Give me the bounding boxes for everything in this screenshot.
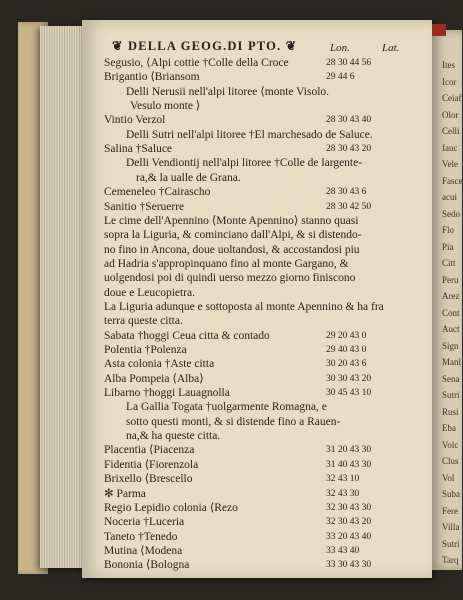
coordinate-values: 33 30 43 30 [326,560,372,571]
text-line: Asta colonia †Aste citta [104,358,215,371]
facing-page-fragment: Sutri [442,390,460,400]
text-line: La Liguria adunque e sottoposta al monte Apennino & ha fra [104,300,384,313]
text-line: Fidentia ⟨Fiorenzola [104,458,199,471]
text-line: doue e Leucopietra. [104,286,195,299]
text-line: Noceria †Luceria [104,516,185,529]
text-line: Regio Lepidio colonia ⟨Rezo [104,501,238,514]
coordinate-values: 32 43 10 [326,474,360,485]
facing-page-fragment: Olor [442,109,459,120]
text-line: Delli Nerusii nell'alpi litoree ⟨monte Visolo. [126,85,330,98]
text-line: Brigantio ⟨Briansom [104,71,200,84]
facing-page-fragment: Suba [442,489,460,499]
text-line: Mutina ⟨Modena [104,544,183,557]
text-line: Sabata †hoggi Ceua citta & contado [104,329,270,342]
coordinate-values: 30 30 43 20 [326,373,372,384]
facing-page-fragment: Ceiaf [442,93,462,103]
coordinate-values: 28 30 43 20 [326,144,372,155]
coordinate-values: 28 30 43 6 [326,187,367,198]
text-line: sotto questi monti, & si distende fino a Rauen- [126,415,341,428]
text-line: Salina †Saluce [104,143,173,156]
facing-page-fragment: Ites [442,60,455,70]
facing-page-fragment: Auct [442,324,460,334]
facing-page-fragment: Fasce [442,175,463,186]
facing-page-fragment: Manl [442,357,461,367]
coordinate-values: 32 30 43 20 [326,517,372,528]
facing-page-fragment: Icor [442,76,457,87]
facing-page-fragment: Cont [442,307,460,318]
facing-page-fragment: Sedo [442,208,460,219]
text-line: Placentia ⟨Piacenza [104,444,195,457]
text-line: ✻ Parma [104,487,146,500]
facing-page-fragment: Citt [442,258,456,268]
longitude-heading: Lon. [330,42,350,54]
facing-page-fragment: Eba [442,423,456,433]
text-line: Polentia †Polenza [104,344,187,356]
text-line: Delli Vendiontij nell'alpi litoree †Colle de largente- [126,157,363,170]
facing-page-fragment: acui [442,192,457,202]
coordinate-values: 32 43 30 [326,488,360,499]
text-line: Alba Pompeia ⟨Alba⟩ [104,372,204,385]
latitude-heading: Lat. [382,42,400,54]
facing-page-fragment: Flo [442,225,455,235]
text-line: Sanitio †Seruerre [104,200,185,213]
facing-page-fragment: Vele [442,159,458,169]
coordinate-values: 33 20 43 40 [326,531,372,542]
facing-page-fragment: Volc [442,439,459,450]
facing-page-fragment: Sena [442,373,460,384]
coordinate-values: 31 40 43 30 [326,459,372,470]
coordinate-values: 29 40 43 0 [326,345,367,355]
text-line: Le cime dell'Apennino ⟨Monte Apennino⟩ stanno quasi [104,214,359,227]
book-page [82,20,432,578]
text-line: La Gallia Togata †uolgarmente Romagna, e [126,401,327,414]
coordinate-values: 30 45 43 10 [326,388,372,399]
coordinate-values: 28 30 43 40 [326,115,372,126]
text-line: sopra la Liguria, & cominciano dall'Alpi, & si distendo- [104,229,362,242]
facing-page-fragment: Tarq [442,555,459,565]
facing-page-fragment: Clus [442,456,459,466]
text-line: Libarno †hoggi Lauagnolla [104,387,230,400]
text-line: ra,& la ualle de Grana. [136,171,241,184]
text-line: Vintio Verzol [104,114,166,127]
text-line: Vesulo monte ⟩ [130,100,201,113]
page-marker [432,24,446,36]
facing-page-fragment: Celli [442,126,460,136]
coordinate-values: 28 30 42 50 [326,201,372,212]
running-title: ❦ DELLA GEOG.DI PTO. ❦ [112,39,298,53]
text-line: ad Hadria s'appropinquano fino al monte Gargano, & [104,257,349,270]
facing-page-fragment: Vol [442,472,455,483]
facing-page-fragment: Sign [442,340,459,351]
facing-page-fragment: Fere [442,505,458,516]
coordinate-values: 28 30 44 56 [326,58,372,68]
text-line: Cemeneleo †Cairascho [104,186,211,199]
text-line: no fino in Ancona, doue uoltandosi, & accostandosi piu [104,243,360,256]
facing-page-fragment: Villa [442,522,460,532]
text-line: Taneto †Tenedo [104,530,178,543]
text-line: uolgendosi poi di quindi uerso mezzo giorno finiscono [104,272,356,285]
text-line: Delli Sutri nell'alpi litoree †El marchesado de Saluce. [126,128,373,141]
facing-page-fragment: Rusi [442,406,459,417]
coordinate-values: 29 20 43 0 [326,330,367,341]
facing-page-fragment: Pia [442,241,454,252]
coordinate-values: 30 20 43 6 [326,359,367,370]
text-line: Segusio, ⟨Alpi cottie †Colle della Croce [104,57,289,69]
coordinate-values: 29 44 6 [326,72,355,83]
facing-page-edge [432,30,462,570]
facing-page-fragment: fauc [442,142,458,153]
coordinate-values: 33 43 40 [326,545,360,556]
facing-page-fragment: Peru [442,274,459,285]
facing-page-fragment: Arez [442,291,460,301]
coordinate-values: 31 20 43 30 [326,445,372,456]
facing-page-fragment: Sutri [442,538,460,549]
text-line: na,& ha queste citta. [126,430,221,443]
coordinate-values: 32 30 43 30 [326,502,372,513]
text-line: Brixello ⟨Brescello [104,473,193,486]
text-line: terra queste citta. [104,315,183,328]
text-line: Bononia ⟨Bologna [104,559,190,572]
